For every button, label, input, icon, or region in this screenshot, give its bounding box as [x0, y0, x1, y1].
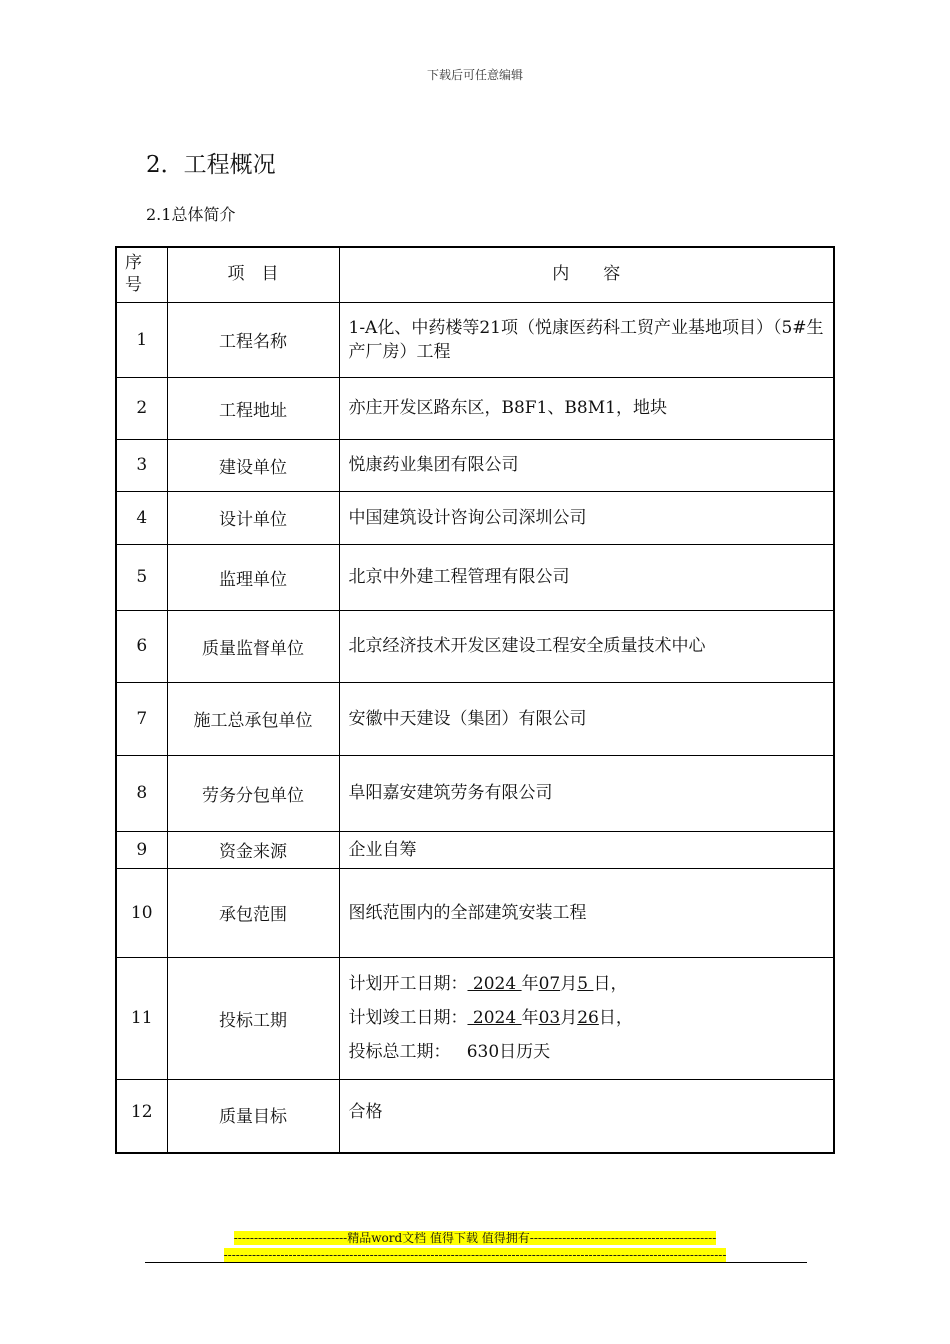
row-item: 投标工期 — [167, 957, 339, 1079]
row-content: 图纸范围内的全部建筑安装工程 — [339, 868, 834, 957]
footer-banner — [0, 1229, 950, 1262]
row-item: 质量目标 — [167, 1079, 339, 1153]
row-seq: 10 — [116, 868, 167, 957]
header-note: 下载后可任意编辑 — [426, 68, 523, 82]
table-row — [116, 610, 834, 682]
table-row — [116, 544, 834, 610]
row-item: 承包范围 — [167, 868, 339, 957]
planned-start-label: 计划开工日期： — [348, 974, 468, 994]
planned-end-day: 26 — [577, 1008, 599, 1028]
planned-start-line — [349, 967, 828, 1001]
section-heading: 2．工程概况 — [146, 152, 276, 178]
table-row — [116, 868, 834, 957]
row-content: 北京中外建工程管理有限公司 — [339, 544, 834, 610]
row-content: 北京经济技术开发区建设工程安全质量技术中心 — [339, 610, 834, 682]
row-seq: 8 — [116, 755, 167, 831]
table-row — [116, 682, 834, 755]
month-unit: 月 — [560, 974, 578, 994]
row-seq: 9 — [116, 831, 167, 868]
row-content: 阜阳嘉安建筑劳务有限公司 — [339, 755, 834, 831]
row-seq: 3 — [116, 439, 167, 491]
row-seq: 4 — [116, 491, 167, 544]
row-content: 企业自筹 — [339, 831, 834, 868]
row-item: 工程名称 — [167, 302, 339, 377]
planned-start-month: 07 — [538, 974, 561, 994]
row-item: 资金来源 — [167, 831, 339, 868]
footer-banner-line1: ----------------------------精品word文档 值得下载 值得拥有---------------------------------------------- — [233, 1231, 717, 1245]
table-row — [116, 755, 834, 831]
table-row — [116, 957, 834, 1079]
footer-banner-line2: ---------------------------------------------------------------------------------------------------------------------------- — [223, 1248, 727, 1262]
row-content: 合格 — [339, 1079, 834, 1153]
planned-end-label: 计划竣工日期： — [348, 1008, 468, 1028]
header-seq: 序号 — [116, 247, 167, 302]
planned-start-year: 2024 — [467, 974, 522, 994]
row-item: 工程地址 — [167, 377, 339, 439]
row-item: 施工总承包单位 — [167, 682, 339, 755]
row-content: 亦庄开发区路东区，B8F1、B8M1，地块 — [339, 377, 834, 439]
row-seq: 1 — [116, 302, 167, 377]
footer-divider — [145, 1262, 807, 1263]
planned-end-line — [349, 1001, 828, 1035]
year-unit: 年 — [521, 974, 539, 994]
row-item: 设计单位 — [167, 491, 339, 544]
table-row — [116, 302, 834, 377]
row-content: 中国建筑设计咨询公司深圳公司 — [339, 491, 834, 544]
header-content: 内 容 — [339, 247, 834, 302]
table-row — [116, 377, 834, 439]
row-content: 悦康药业集团有限公司 — [339, 439, 834, 491]
row-item: 建设单位 — [167, 439, 339, 491]
table-row — [116, 1079, 834, 1153]
schedule-content — [339, 957, 834, 1079]
planned-end-month: 03 — [538, 1008, 561, 1028]
row-seq: 11 — [116, 957, 167, 1079]
row-seq: 5 — [116, 544, 167, 610]
row-content: 安徽中天建设（集团）有限公司 — [339, 682, 834, 755]
total-duration-line — [349, 1035, 828, 1069]
row-seq: 7 — [116, 682, 167, 755]
day-unit: 日， — [598, 1008, 633, 1028]
day-unit: 日， — [593, 974, 628, 994]
row-seq: 2 — [116, 377, 167, 439]
planned-start-day: 5 — [577, 974, 594, 994]
table-row — [116, 491, 834, 544]
planned-end-year: 2024 — [467, 1008, 522, 1028]
row-item: 质量监督单位 — [167, 610, 339, 682]
row-item: 监理单位 — [167, 544, 339, 610]
project-overview-table — [115, 246, 835, 1154]
row-content: 1-A化、中药楼等21项（悦康医药科工贸产业基地项目）（5#生产厂房）工程 — [339, 302, 834, 377]
row-item: 劳务分包单位 — [167, 755, 339, 831]
subsection-heading: 2.1总体简介 — [146, 205, 236, 224]
table-row — [116, 831, 834, 868]
month-unit: 月 — [560, 1008, 578, 1028]
total-duration-value: 630日历天 — [466, 1042, 551, 1062]
header-item: 项 目 — [167, 247, 339, 302]
table-header-row — [116, 247, 834, 302]
table-row — [116, 439, 834, 491]
row-seq: 12 — [116, 1079, 167, 1153]
year-unit: 年 — [521, 1008, 539, 1028]
row-seq: 6 — [116, 610, 167, 682]
total-duration-label: 投标总工期： — [348, 1042, 451, 1062]
